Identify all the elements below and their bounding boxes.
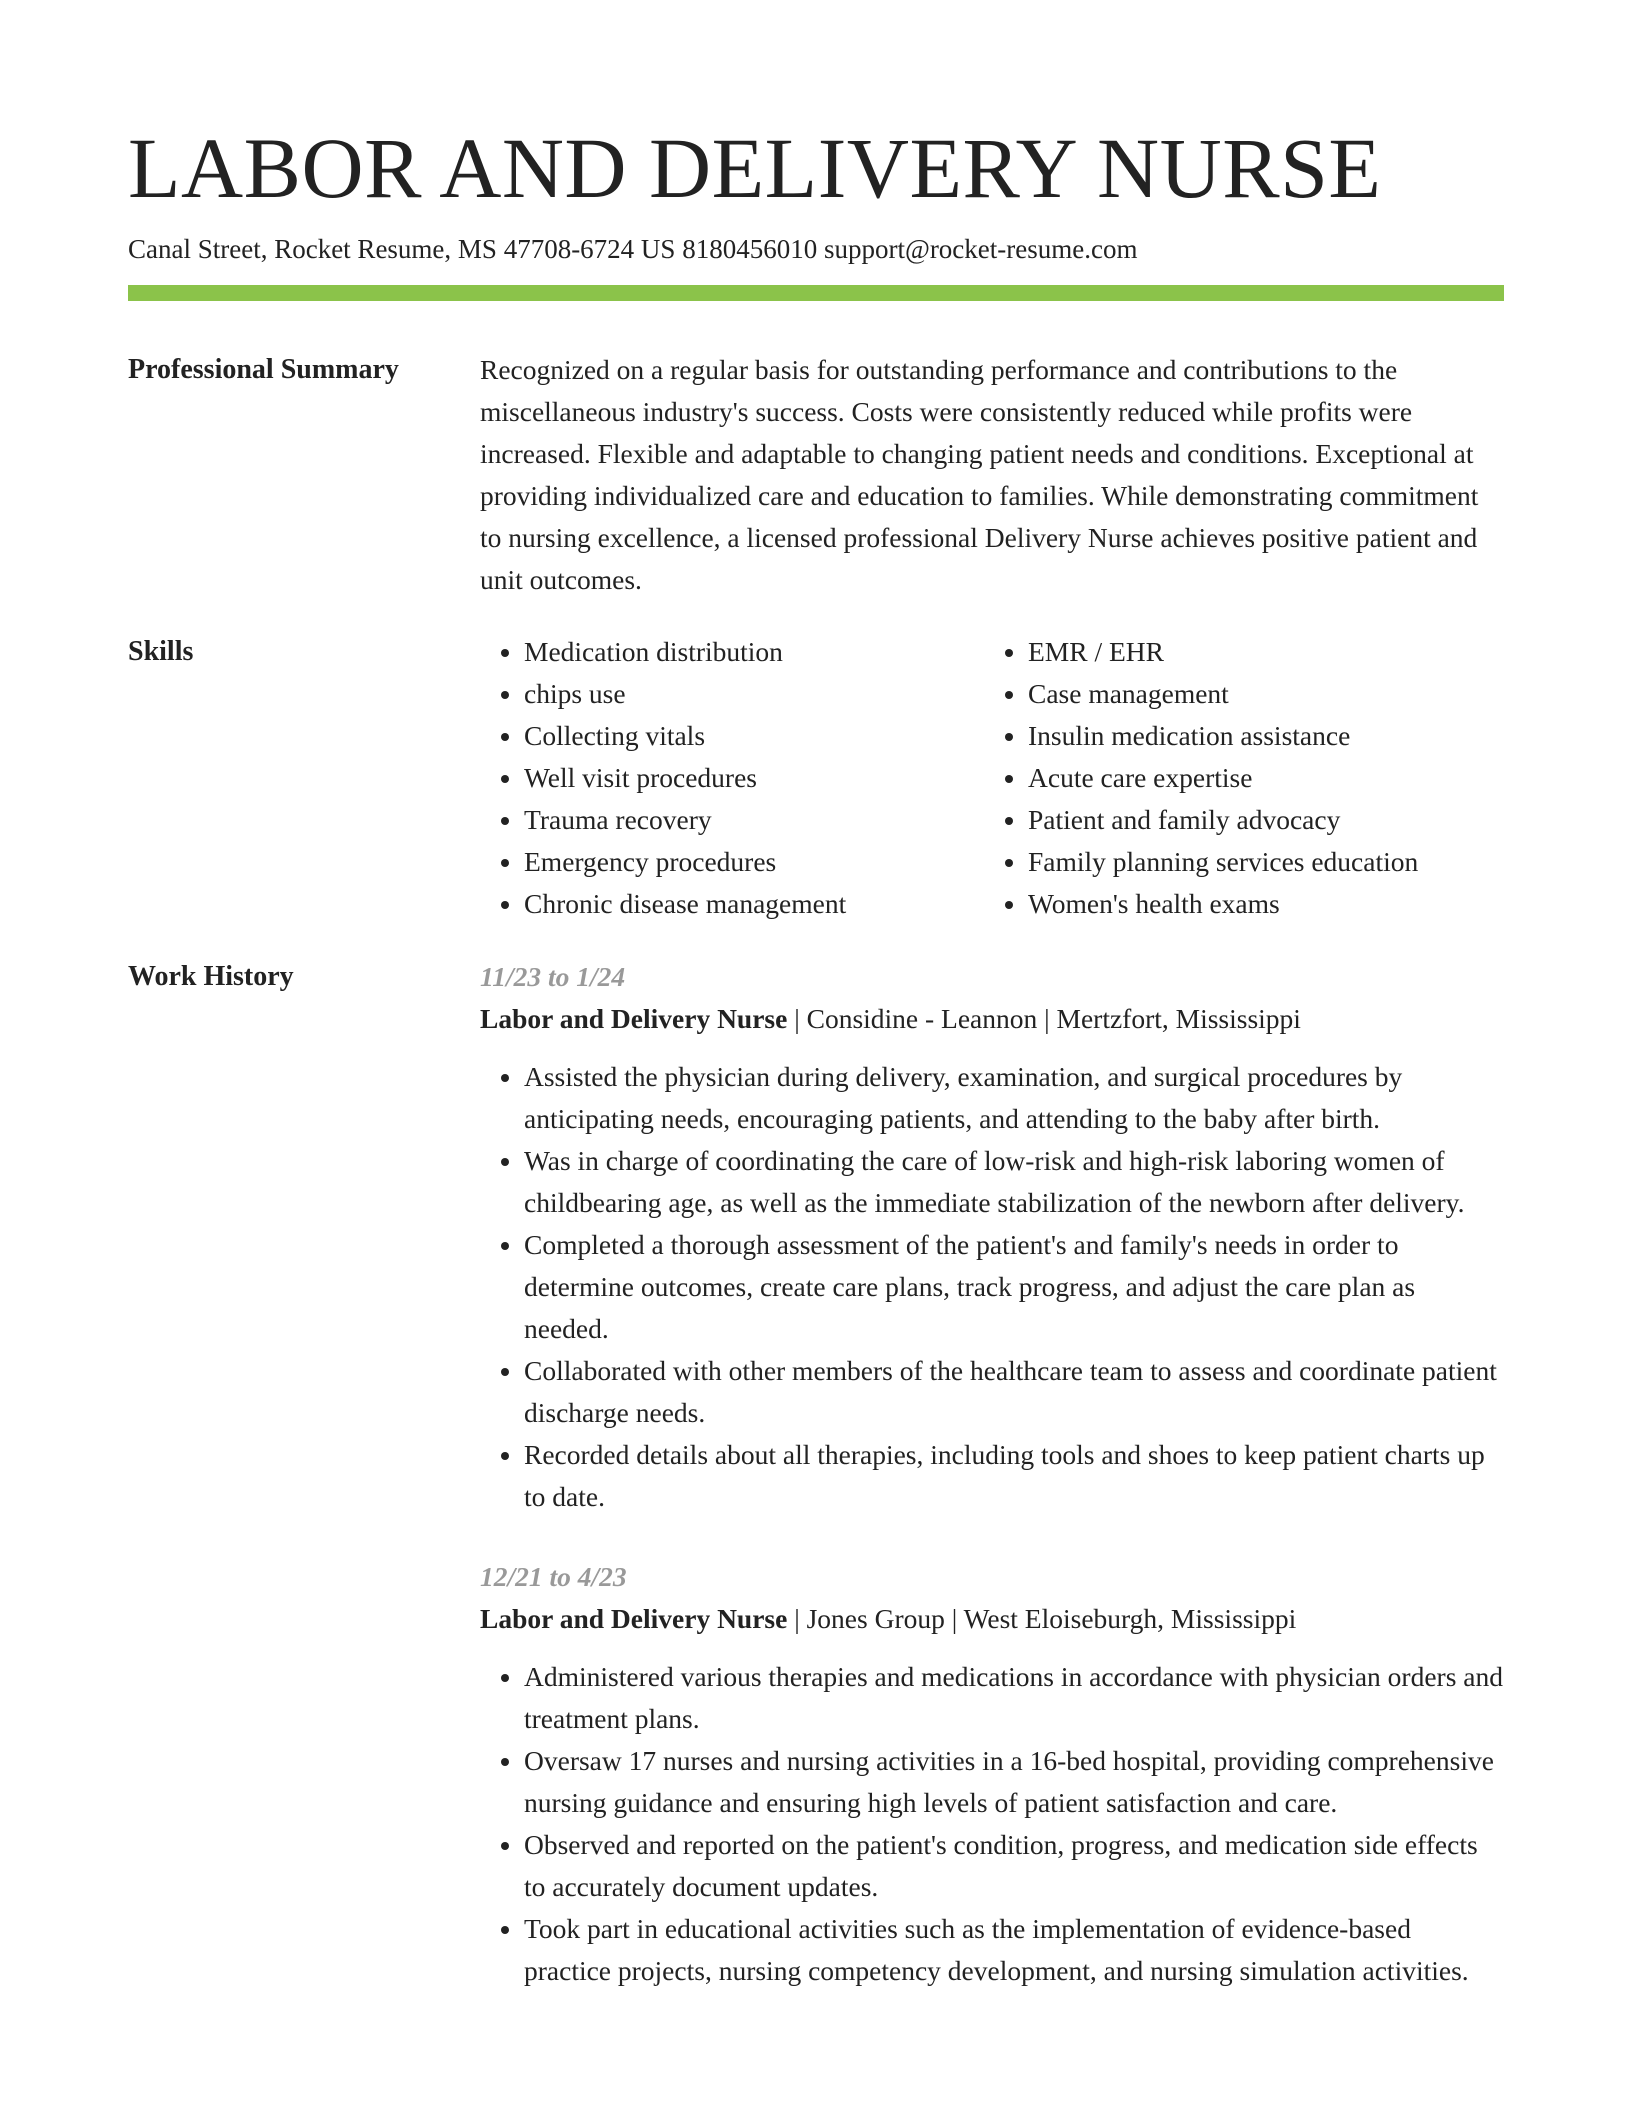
resume-name: LABOR AND DELIVERY NURSE (128, 120, 1382, 216)
job-dates: 12/21 to 4/23 (480, 1561, 627, 1592)
skill-item: • Collecting vitals (524, 715, 984, 757)
skill-item: • Case management (1028, 673, 1488, 715)
job-bullet: • Oversaw 17 nurses and nursing activities in a 16-bed hospital, providing comprehensive nursing guidance and ensuring high levels of patient satisfaction and care. (524, 1740, 1504, 1824)
job-bullet: • Recorded details about all therapies, including tools and shoes to keep patient charts up to date. (524, 1434, 1504, 1518)
job-title: Labor and Delivery Nurse (480, 1003, 788, 1034)
job-bullet: • Took part in educational activities such as the implementation of evidence-based practice projects, nursing competency development, and nursing simulation activities. (524, 1908, 1504, 1992)
accent-divider (128, 285, 1504, 301)
job-bullet-list (480, 1656, 1504, 1992)
job-dates: 11/23 to 1/24 (480, 961, 626, 992)
job-bullet: • Administered various therapies and medications in accordance with physician orders and treatment plans. (524, 1656, 1504, 1740)
skill-item: • Women's health exams (1028, 883, 1488, 925)
skill-item: • Acute care expertise (1028, 757, 1488, 799)
job-header (480, 998, 1504, 1040)
summary-text: Recognized on a regular basis for outstanding performance and contributions to the miscellaneous industry's success. Costs were consistently reduced while profits were increased. Flexible and adaptable to changing patient needs and conditions. Exceptional at providing individualized care and education to families. While demonstrating commitment to nursing excellence, a licensed professional Delivery Nurse achieves positive patient and unit outcomes. (480, 354, 1479, 595)
job-entry (480, 1556, 1504, 1992)
skills-list-right (984, 631, 1488, 925)
job-title: Labor and Delivery Nurse (480, 1603, 788, 1634)
job-bullet: • Completed a thorough assessment of the patient's and family's needs in order to determine outcomes, create care plans, track progress, and adjust the care plan as needed. (524, 1224, 1504, 1350)
job-header (480, 1598, 1504, 1640)
skill-item: • Patient and family advocacy (1028, 799, 1488, 841)
skills-list-left (480, 631, 984, 925)
skills-heading: Skills (128, 636, 194, 667)
skill-item: • Medication distribution (524, 631, 984, 673)
job-bullet: • Assisted the physician during delivery, examination, and surgical procedures by anticipating needs, encouraging patients, and attending to the baby after birth. (524, 1056, 1504, 1140)
contact-info: Canal Street, Rocket Resume, MS 47708-6724 US 8180456010 support@rocket-resume.com (128, 234, 1138, 264)
work-history-heading: Work History (128, 961, 294, 992)
job-entry (480, 956, 1504, 1518)
job-company-location: | Considine - Leannon | Mertzfort, Mississippi (787, 1003, 1301, 1034)
job-bullet: • Was in charge of coordinating the care of low-risk and high-risk laboring women of childbearing age, as well as the immediate stabilization of the newborn after delivery. (524, 1140, 1504, 1224)
skill-item: • Insulin medication assistance (1028, 715, 1488, 757)
skill-item: • Well visit procedures (524, 757, 984, 799)
job-bullet: • Collaborated with other members of the healthcare team to assess and coordinate patient discharge needs. (524, 1350, 1504, 1434)
summary-heading: Professional Summary (128, 354, 399, 385)
job-bullet-list (480, 1056, 1504, 1518)
skill-item: • Trauma recovery (524, 799, 984, 841)
skill-item: • chips use (524, 673, 984, 715)
job-company-location: | Jones Group | West Eloiseburgh, Mississippi (787, 1603, 1297, 1634)
job-bullet: • Observed and reported on the patient's condition, progress, and medication side effects to accurately document updates. (524, 1824, 1504, 1908)
skill-item: • Family planning services education (1028, 841, 1488, 883)
skill-item: • Chronic disease management (524, 883, 984, 925)
skill-item: • Emergency procedures (524, 841, 984, 883)
skill-item: • EMR / EHR (1028, 631, 1488, 673)
